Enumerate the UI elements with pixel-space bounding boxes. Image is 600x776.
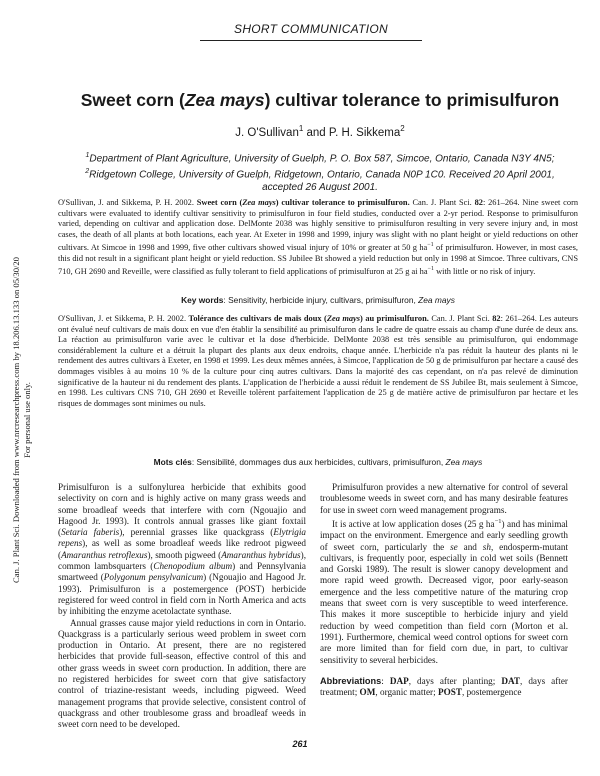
body-paragraph: Annual grasses cause major yield reductions in corn in Ontario. Quackgrass is a particularly serious weed problem in sweet corn production in Ontario. At present, there are no registered herbicides that provide full-season, effective control of this and other grass weeds in sweet corn production. In addition, there are no registered herbicides for sweet corn that give satisfactory control of triazine-resistant weeds, including pigweed. Weed management programs that provide selective, consistent control of quackgrass and other troublesome grass and broadleaf weeds in sweet corn need to be developed. xyxy=(58,617,306,730)
keywords-fr-label: Mots clés xyxy=(153,457,192,467)
download-notice-line1: Can. J. Plant Sci. Downloaded from www.nrcresearchpress.com by 18.206.13.133 on 05/30/20 xyxy=(11,257,21,583)
abstract-en-body-3: with little or no risk of injury. xyxy=(433,267,536,277)
section-label: SHORT COMMUNICATION xyxy=(234,22,388,36)
body-paragraph: Primisulfuron provides a new alternative for control of several troublesome weeds in sweet corn, and has many desirable features for use in sweet corn weed management programs. xyxy=(320,482,568,515)
received-accepted: accepted 26 August 2001. xyxy=(262,181,378,193)
abbr-term: DAP xyxy=(389,675,409,686)
page-number: 261 xyxy=(292,739,308,749)
species-name: Chenopodium album xyxy=(153,561,233,572)
keywords-fr-species: Zea mays xyxy=(445,457,483,467)
download-notice-text xyxy=(11,257,33,583)
text-run: ) (Ngouajio and Hagood Jr. 1993). Primisulfuron is a postemergence (POST) herbicide registered for weed control in field corn in North America and acts by inhibiting the enzyme acetolactate synthase. xyxy=(58,572,306,617)
abstract-en-journal: Can. J. Plant Sci. xyxy=(412,198,472,207)
text-run: and xyxy=(457,541,483,552)
abbr-term: POST xyxy=(437,687,462,698)
abbr-term: DAT xyxy=(501,675,521,686)
abstract-fr-body: : 261–264. Les auteurs ont évalué neuf cultivars de maïs doux en vue d'en établir la sensibilité au primisulfuron dans le cadre de quatre essais au champ d'une durée de deux ans. La réaction au primisulfuron varie avec le cultivar et la dose d'herbicide. DelMonte 2038 est très sensible au primisulfuron, qui endommage considérablement la culture et a détruit la plupart des plants aux deux endroits, chaque année. L'herbicide n'a pas réduit la hauteur des plants ni le rendement des autres cultivars à Exeter, en 1998 et 1999. Les deux mêmes années, à Simcoe, l'application de 50 g de primisulfuron par hectare a causé des dommages visibles à au moins 10 % de la culture pour cinq autres cultivars. Dans la majorité des cas cependant, on n'a pas relevé de diminution significative de la hauteur ni du rendement des plants. L'application de l'herbicide a aussi réduit le rendement de SS Jubilee Bt, mais seulement à Simcoe, en 1998. Les cultivars CNS 710, GH 2690 et Reveille tolèrent parfaitement l'application de 25 g de matière active de primisulfuron par hectare et les risques de dommages sont minimes ou nuls. xyxy=(58,314,579,408)
abstract-english xyxy=(58,198,578,278)
abstract-fr-citation: O'Sullivan, J. et Sikkema, P. H. 2002. xyxy=(58,314,187,323)
abstract-en-citation: O'Sullivan, J. and Sikkema, P. H. 2002. xyxy=(58,198,194,207)
affiliation-1-text: Department of Plant Agriculture, University of Guelph, P. O. Box 587, Simcoe, Ontario, Canada N3Y 4N5; xyxy=(89,153,555,165)
keywords-english xyxy=(58,295,578,305)
title-text-1: Sweet corn ( xyxy=(80,90,185,110)
text-run: ), perennial grasses like quackgrass ( xyxy=(119,527,274,538)
abstract-en-title-species: Zea mays xyxy=(242,198,276,207)
body-column-left xyxy=(58,482,306,731)
abstract-en-body: : 261–264. Nine sweet corn cultivars were evaluated to identify cultivar sensitivity to primisulfuron in four field studies, conducted over a 2-yr period. Response to primisulfuron varied, depending on cultivar and application dose. DelMonte 2038 was highly sensitive to primisulfuron resulting in very severe injury and, in most cases, the death of all plants at both locations, each year. At Exeter in 1998 and 1999, injury was slight with no plant height or yield reductions on other cultivars. At Simcoe in 1998 and 1999, five other cultivars showed visual injury of 10% or greater at 50 g ha xyxy=(58,198,579,253)
abstract-fr-title-1: Tolérance des cultivars de maïs doux ( xyxy=(188,314,327,323)
author-1-sup: 1 xyxy=(298,124,304,133)
text-run: ), as well as some broadleaf weeds like redroot pigweed ( xyxy=(58,538,306,560)
allele-se: se xyxy=(450,541,458,552)
section-header xyxy=(200,22,422,41)
abbreviations: Abbreviations: DAP, days after planting; DAT, days after treatment; OM, organic matter; POST, postemergence xyxy=(320,675,568,698)
keywords-en-label: Key words xyxy=(181,295,224,305)
download-notice xyxy=(4,200,40,640)
author-line xyxy=(40,124,600,139)
text-run: , endosperm-mutant cultivars, is frequently poor, especially in cold wet soils (Bennett and Gorski 1989). The result is slower canopy development and more rapid weed growth. Decreased vigor, poor early-season emergence and the less competitive nature of the maturing crop means that sweet corn is very susceptible to weed interference. This makes it more susceptible to herbicide injury and yield reduction by weed competition than field corn (Morton et al. 1991). Furthermore, chemical weed control options for sweet corn are more limited than for field corn due, in part, to cultivar sensitivity to several herbicides. xyxy=(320,541,569,665)
text-run: It is active at low application doses (25 g ha xyxy=(332,518,495,529)
section-rule xyxy=(200,40,422,41)
article-title xyxy=(40,90,600,111)
species-name: Setaria faberis xyxy=(61,527,120,538)
author-2-sup: 2 xyxy=(400,124,405,133)
keywords-fr-text: : Sensibilité, dommages dus aux herbicides, cultivars, primisulfuron, xyxy=(191,457,446,467)
abstract-fr-volume: 82 xyxy=(492,314,501,323)
affiliation-2-text: Ridgetown College, University of Guelph, Ridgetown, Ontario, Canada N0P 1C0. Received 20 April 2001, xyxy=(89,169,555,181)
abstract-en-title-2: ) cultivar tolerance to primisulfuron. xyxy=(275,198,410,207)
text-run: Primisulfuron is a sulfonylurea herbicide that exhibits good selectivity on corn and is highly active on many grass weeds and some broadleaf weeds that interfere with corn (Ngouajio and Hagood Jr. 1993). It controls annual grasses like giant foxtail ( xyxy=(58,482,306,538)
title-species: Zea mays xyxy=(184,90,265,110)
affiliation-2-sup: 2 xyxy=(85,167,90,175)
keywords-en-species: Zea mays xyxy=(418,295,455,305)
affiliation-1-sup: 1 xyxy=(85,152,90,159)
abbr-def: , days after treatment; xyxy=(320,675,568,698)
abstract-en-volume: 82 xyxy=(474,198,483,207)
abstract-en-title-1: Sweet corn ( xyxy=(196,198,243,207)
abstract-en-sup-1: −1 xyxy=(427,242,434,249)
abbr-def: , organic matter; xyxy=(375,687,438,698)
superscript: −1 xyxy=(494,517,502,525)
abstract-en-sup-2: −1 xyxy=(427,266,434,273)
text-run: ) and has minimal impact on the environment. Emergence and early seedling growth of sweet corn, particularly the xyxy=(320,518,568,552)
species-name: Polygonum pensylvanicum xyxy=(103,572,204,583)
abstract-fr-title-species: Zea mays xyxy=(326,314,361,323)
keywords-en-text: : Sensitivity, herbicide injury, cultivars, primisulfuron, xyxy=(223,295,419,305)
allele-sh: sh xyxy=(482,541,491,552)
body-paragraph xyxy=(58,482,306,618)
species-name: Amaranthus hybridus xyxy=(221,549,301,560)
text-run: ) and Pennsylvania smartweed ( xyxy=(58,561,306,583)
download-notice-line2: For personal use only. xyxy=(22,382,32,458)
keywords-french xyxy=(58,457,578,467)
affiliations xyxy=(68,150,572,194)
abstract-fr-journal: Can. J. Plant Sci. xyxy=(431,314,490,323)
affiliation-2 xyxy=(68,166,572,182)
species-name: Amaranthus retroflexus xyxy=(61,549,148,560)
text-run: ), common lambsquarters ( xyxy=(58,549,306,572)
abstract-en-body-2: of primisulfuron. However, in most cases, this did not result in a significant plant height or yield reduction. SS Jubilee Bt showed a yield reduction but only in 1998 at Simcoe. Three cultivars, CNS 710, GH 2690 and Reveille, were classified as fully tolerant to field applications of primisulfuron at 25 g ai ha xyxy=(58,243,578,277)
author-2: P. H. Sikkema xyxy=(328,126,401,139)
abbr-def: , days after planting; xyxy=(408,675,502,686)
body-paragraph xyxy=(320,516,568,666)
abbreviations-label: Abbreviations xyxy=(320,675,382,686)
author-1: J. O'Sullivan xyxy=(235,126,299,139)
body-column-right xyxy=(320,482,568,698)
abstract-french xyxy=(58,314,578,409)
affiliation-1 xyxy=(68,150,572,166)
abbr-def: , postemergence xyxy=(461,687,522,698)
abbr-term: OM xyxy=(359,687,376,698)
author-and: and xyxy=(303,126,329,139)
species-name: Elytrigia repens xyxy=(58,527,306,549)
abstract-fr-title-2: ) au primisulfuron. xyxy=(360,314,429,323)
title-text-2: ) cultivar tolerance to primisulfuron xyxy=(264,90,560,110)
text-run: ), smooth pigweed ( xyxy=(147,549,222,560)
